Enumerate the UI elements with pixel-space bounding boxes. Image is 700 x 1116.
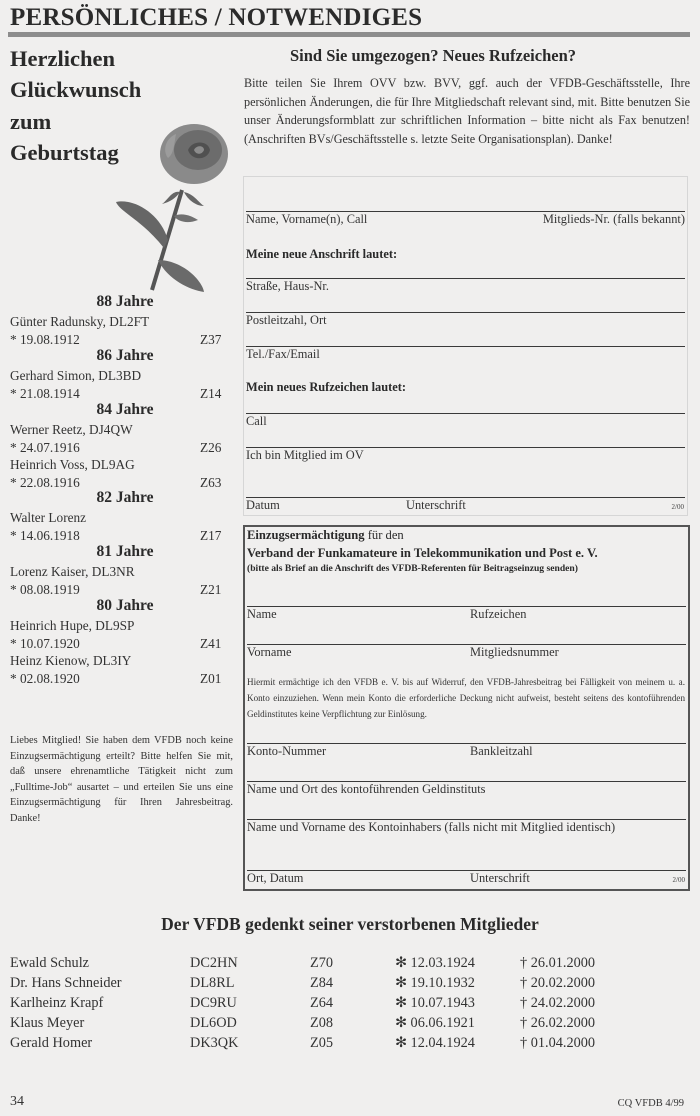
moving-notice-title: Sind Sie umgezogen? Neues Rufzeichen? — [290, 46, 576, 65]
member-number-field-label: Mitglieds-Nr. (falls bekannt) — [542, 212, 685, 226]
date-field-label: Datum — [246, 498, 280, 512]
deceased-name: Klaus Meyer — [10, 1015, 85, 1031]
member-district: Z63 — [200, 475, 222, 490]
member-number-field-label: Mitgliedsnummer — [470, 645, 559, 659]
firstname-field[interactable] — [247, 644, 686, 645]
debit-form-title-bold: Einzugsermächtigung — [247, 528, 365, 542]
memoriam-row — [10, 955, 690, 975]
callsign-heading: Mein neues Rufzeichen lautet: — [246, 380, 407, 394]
member-birthdate: * 21.08.1914 — [10, 386, 80, 401]
name-field-label: Name — [247, 607, 277, 621]
birth-date: ✻ 12.04.1924 — [395, 1035, 475, 1051]
age-group-heading: 81 Jahre — [96, 543, 154, 560]
name-field[interactable] — [247, 606, 686, 607]
organization-name: Verband der Funkamateure in Telekommunikation und Post e. V. — [247, 546, 598, 560]
place-date-signature-field[interactable] — [247, 870, 686, 871]
signature-field-label: Unterschrift — [470, 871, 530, 885]
name-field-label: Name, Vorname(n), Call — [246, 212, 368, 226]
deceased-district: Z64 — [310, 995, 334, 1011]
memoriam-row — [10, 995, 690, 1015]
member-district: Z01 — [200, 671, 222, 686]
deceased-district: Z08 — [310, 1015, 334, 1031]
signature-field-label: Unterschrift — [406, 498, 466, 512]
birthday-heading-line: Geburtstag — [10, 140, 119, 165]
birth-date: ✻ 19.10.1932 — [395, 975, 475, 991]
death-date: † 20.02.2000 — [520, 975, 596, 991]
member-birthdate: * 22.08.1916 — [10, 475, 80, 490]
member-name: Walter Lorenz — [10, 510, 87, 525]
deceased-district: Z05 — [310, 1035, 334, 1051]
deceased-callsign: DK3QK — [190, 1035, 239, 1051]
deceased-name: Dr. Hans Schneider — [10, 975, 122, 991]
member-birthdate: * 24.07.1916 — [10, 440, 80, 455]
moving-notice-text: Bitte teilen Sie Ihrem OVV bzw. BVV, ggf. auch der VFDB-Geschäftsstelle, Ihre persönlichen Änderungen, die für Ihre Mitgliedschaft relevant sind, mit. Bitte benutzen Sie unser Änderungsformblatt zur schriftlichen Information – bitte nicht als Fax benutzen! (Anschriften BVs/Geschäftsstelle s. letzte Seite Organisationsplan). Danke! — [244, 76, 690, 147]
call-field-label: Call — [246, 414, 267, 428]
age-group-heading: 84 Jahre — [96, 401, 154, 418]
change-of-details-form — [243, 176, 688, 516]
address-heading: Meine neue Anschrift lautet: — [246, 247, 398, 261]
age-group-heading: 86 Jahre — [96, 347, 154, 364]
member-district: Z26 — [200, 440, 222, 455]
deceased-name: Karlheinz Krapf — [10, 995, 104, 1011]
authorization-text: Hiermit ermächtige ich den VFDB e. V. bis auf Widerruf, den VFDB-Jahresbeitrag bei Fälligkeit von meinem u. a. Konto einzuziehen. Wenn mein Konto die erforderliche Deckung nicht aufweist, besteht seitens des kontoführenden Geldinstitutes keine Verpflichtung zur Einlösung. — [247, 677, 685, 719]
form-version: 2/00 — [671, 503, 684, 511]
deceased-district: Z84 — [310, 975, 334, 991]
deceased-callsign: DC2HN — [190, 955, 238, 971]
contact-field-label: Tel./Fax/Email — [246, 347, 320, 361]
account-number-field-label: Konto-Nummer — [247, 744, 327, 758]
callsign-field-label: Rufzeichen — [470, 607, 527, 621]
zip-city-field-label: Postleitzahl, Ort — [246, 313, 327, 327]
bank-field-label: Name und Ort des kontoführenden Geldinstituts — [247, 782, 486, 796]
mailing-instruction: (bitte als Brief an die Anschrift des VFDB-Referenten für Beitragseinzug senden) — [247, 563, 578, 574]
debit-form-title-rest: für den — [364, 528, 404, 542]
memoriam-title: Der VFDB gedenkt seiner verstorbenen Mitglieder — [161, 914, 539, 934]
form-version: 2/00 — [672, 876, 685, 884]
member-name: Heinz Kienow, DL3IY — [10, 653, 132, 668]
member-district: Z41 — [200, 636, 222, 651]
title-rule — [8, 32, 690, 37]
member-name: Heinrich Hupe, DL9SP — [10, 618, 135, 633]
member-name: Lorenz Kaiser, DL3NR — [10, 564, 135, 579]
bank-code-field-label: Bankleitzahl — [470, 744, 533, 758]
age-group-heading: 88 Jahre — [96, 293, 154, 310]
deceased-name: Gerald Homer — [10, 1035, 93, 1051]
member-district: Z17 — [200, 528, 222, 543]
rose-icon — [112, 120, 234, 295]
birthday-heading-line: Herzlichen — [10, 46, 115, 71]
age-group-heading: 80 Jahre — [96, 597, 154, 614]
birthday-heading-line: zum — [10, 109, 52, 134]
ov-field-label: Ich bin Mitglied im OV — [246, 448, 364, 462]
debit-form-title — [247, 528, 404, 543]
journal-issue: CQ VFDB 4/99 — [617, 1098, 684, 1109]
death-date: † 01.04.2000 — [520, 1035, 596, 1051]
member-district: Z37 — [200, 332, 222, 347]
account-holder-field-label: Name und Vorname des Kontoinhabers (falls nicht mit Mitglied identisch) — [247, 820, 616, 834]
memoriam-row — [10, 1035, 690, 1055]
direct-debit-appeal: Liebes Mitglied! Sie haben dem VFDB noch keine Einzugsermächtigung erteilt? Bitte helfen Sie mit, daß unsere ehrenamtliche Tätigkeit nicht zum „Fulltime-Job“ ausartet – und erteilen Sie uns eine Einzugsermächtigung für Ihren Jahresbeitrag. Danke! — [10, 735, 233, 824]
memoriam-row — [10, 1015, 690, 1035]
member-name: Gerhard Simon, DL3BD — [10, 368, 142, 383]
member-birthdate: * 14.06.1918 — [10, 528, 80, 543]
deceased-callsign: DL6OD — [190, 1015, 237, 1031]
street-field-label: Straße, Haus-Nr. — [246, 279, 329, 293]
direct-debit-form — [243, 525, 690, 891]
firstname-field-label: Vorname — [247, 645, 292, 659]
deceased-callsign: DC9RU — [190, 995, 237, 1011]
page-number: 34 — [10, 1094, 24, 1109]
death-date: † 26.02.2000 — [520, 1015, 596, 1031]
member-name: Werner Reetz, DJ4QW — [10, 422, 133, 437]
member-district: Z14 — [200, 386, 222, 401]
member-name: Heinrich Voss, DL9AG — [10, 457, 135, 472]
call-field[interactable] — [246, 413, 685, 414]
member-birthdate: * 02.08.1920 — [10, 671, 80, 686]
member-district: Z21 — [200, 582, 222, 597]
birthday-heading-line: Glückwunsch — [10, 77, 142, 102]
place-date-field-label: Ort, Datum — [247, 871, 304, 885]
member-birthdate: * 19.08.1912 — [10, 332, 80, 347]
member-birthdate: * 08.08.1919 — [10, 582, 80, 597]
deceased-callsign: DL8RL — [190, 975, 235, 991]
deceased-district: Z70 — [310, 955, 334, 971]
death-date: † 26.01.2000 — [520, 955, 596, 971]
member-name: Günter Radunsky, DL2FT — [10, 314, 150, 329]
member-birthdate: * 10.07.1920 — [10, 636, 80, 651]
memoriam-row — [10, 975, 690, 995]
birth-date: ✻ 06.06.1921 — [395, 1015, 475, 1031]
page-title: PERSÖNLICHES / NOTWENDIGES — [10, 4, 423, 31]
age-group-heading: 82 Jahre — [96, 489, 154, 506]
death-date: † 24.02.2000 — [520, 995, 596, 1011]
birth-date: ✻ 10.07.1943 — [395, 995, 475, 1011]
deceased-name: Ewald Schulz — [10, 955, 90, 971]
birth-date: ✻ 12.03.1924 — [395, 955, 475, 971]
